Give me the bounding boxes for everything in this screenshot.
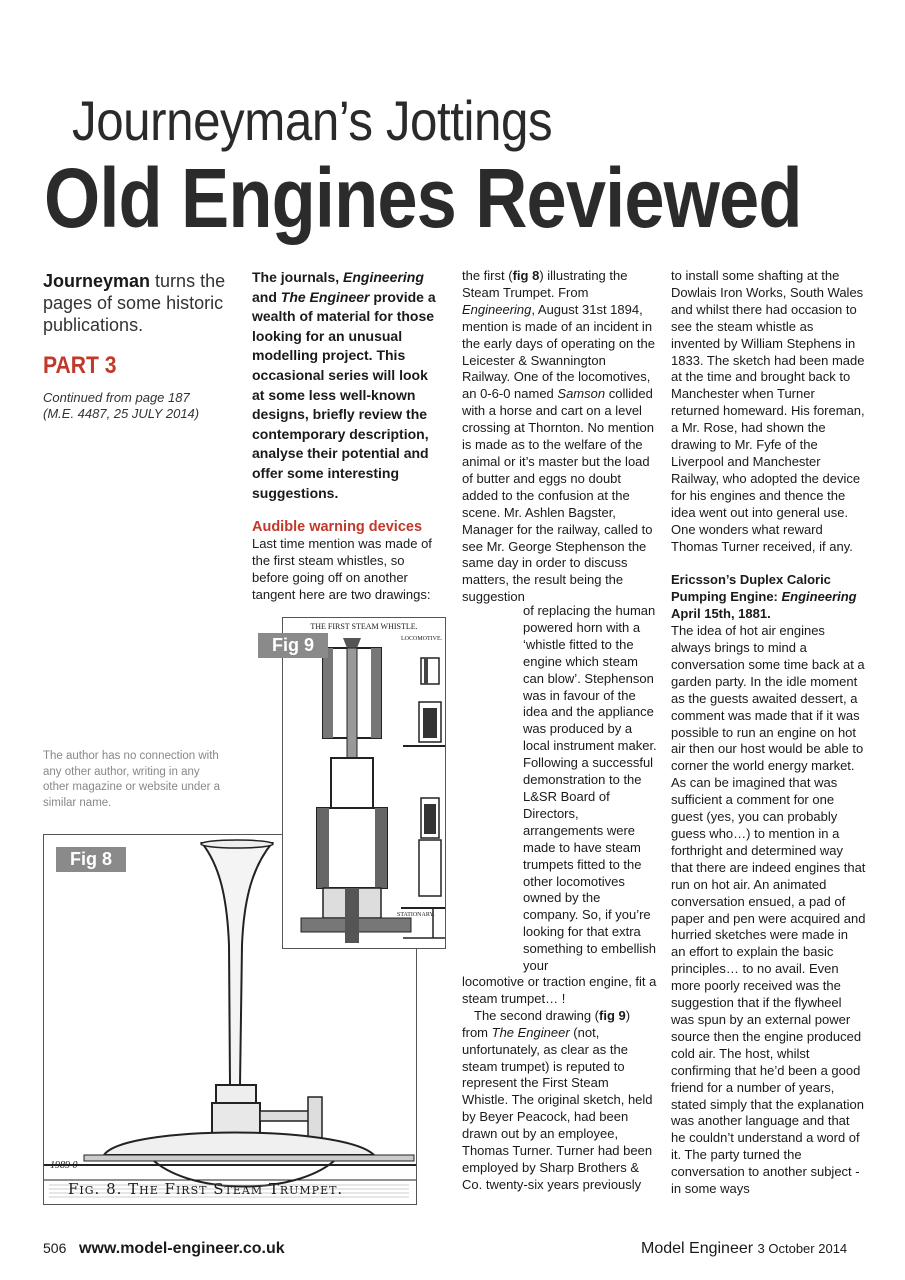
plate-number: 1989 0 (50, 1160, 78, 1171)
lead-journal-the-engineer: The Engineer (280, 288, 370, 305)
continued-line-1: Continued from page 187 (43, 390, 190, 405)
intro-byline (43, 270, 233, 336)
text: ) illustrating the Steam Trumpet. From (462, 268, 628, 300)
body-paragraph (462, 1008, 657, 1194)
locomotive-name: Samson (557, 386, 606, 402)
body-paragraph: locomotive or traction engine, fit a steam trumpet… ! (462, 974, 657, 1006)
text: Ericsson’s Duplex Caloric Pumping Engine: (671, 572, 831, 605)
lead-text: provide a wealth of material for those looking for an unusual modelling project. This occasional series will look at some less well-known designs, briefly review the contemporary description, analyse their potential and offer some interesting suggestions. (252, 288, 436, 501)
footer-page-number: 506 (43, 1240, 67, 1256)
page-title: Old Engines Reviewed (44, 151, 802, 245)
locomotive-label: LOCOMOTIVE. (401, 636, 443, 642)
body-column-2 (252, 519, 442, 604)
part-label: PART 3 (43, 352, 117, 379)
section-heading: Audible warning devices (252, 519, 423, 535)
figure-caption: Fig. 8. The First Steam Trumpet. (68, 1180, 344, 1198)
text: , August 31st 1894, mention is made of an incident in the early days of operating on the Leicester & Swannington Railway. One of the locomotives, an 0-6-0 named (462, 301, 655, 402)
lead-text: and (252, 288, 281, 305)
magazine-name: Model Engineer (641, 1240, 754, 1257)
body-paragraph: Last time mention was made of the first steam whistles, so before going off on another tangent here are two drawings: (252, 535, 432, 602)
figure-label: Fig 9 (258, 633, 328, 658)
text: April 15th, 1881. (671, 606, 771, 622)
stationary-label: STATIONARY. (397, 912, 435, 918)
text: (not, unfortunately, as clear as the steam trumpet) is reputed to represent the First Steam Whistle. The original sketch, held by Beyer Peacock, had been drawn out by an employee, Thomas Turner. Turner had been employed by Sharp Brothers & Co. twenty-six years previously (462, 1024, 653, 1192)
continued-note (43, 390, 243, 422)
author-name: Journeyman (43, 271, 151, 291)
text: the first ( (462, 268, 513, 283)
lead-text: The journals, (252, 269, 344, 285)
fig-ref: fig 8 (512, 268, 540, 283)
body-column-3-wrap (523, 603, 658, 975)
body-paragraph: of replacing the human powered horn with a ‘whistle fitted to the engine which steam can blow’. Stephenson was in favour of the idea and the appliance was produced by a local instrument maker. Following a successful demonstration to the L&SR Board of Directors, arrangements were made to have steam trumpets fitted to the other locomotives owned by the company. So, if you’re looking for that extra something to embellish your (523, 603, 657, 974)
issue-date: 3 October 2014 (757, 1241, 848, 1256)
footer-magazine (641, 1240, 847, 1258)
text: collided with a horse and cart on a level crossing at Thornton. No mention is made as to the welfare of the animal or it’s master but the load of butter and eggs no doubt added to the confusion at the scene. Mr. Ashlen Bagster, Manager for the railway, called to see Mr. George Stephenson the same day in order to discuss matters, the result being the suggestion (462, 386, 654, 605)
footer-url[interactable]: www.model-engineer.co.uk (79, 1240, 285, 1257)
continued-line-2: (M.E. 4487, 25 JULY 2014) (43, 406, 200, 421)
figure-title: THE FIRST STEAM WHISTLE. (310, 622, 418, 631)
journal-ref: The Engineer (491, 1024, 570, 1040)
intro-text: turns the pages of some historic publications. (43, 271, 226, 335)
lead-paragraph (252, 268, 442, 503)
section-heading-ericsson (671, 572, 866, 623)
author-disclaimer: The author has no connection with any other author, writing in any other magazine or website under a similar name. (43, 750, 221, 809)
journal-ref: Engineering (781, 589, 857, 605)
body-paragraph (462, 268, 657, 606)
lead-journal-engineering: Engineering (343, 269, 424, 285)
text: The second drawing ( (474, 1007, 600, 1023)
body-column-3-bottom (462, 974, 657, 1194)
body-paragraph: to install some shafting at the Dowlais Iron Works, South Wales and whilst there had occasion to see the steam whistle as invented by William Stephens in 1833. The sketch had been made at the time and brought back to Manchester when Turner returned homeward. His foreman, a Mr. Rose, had shown the drawing to Mr. Fyfe of the Liverpool and Manchester Railway, who adopted the device for his engines and thence the idea went out into general use. One wonders what reward Thomas Turner received, if any. (671, 268, 865, 554)
figure-9 (282, 617, 446, 949)
figure-label: Fig 8 (56, 847, 126, 872)
steam-whistle-illustration (283, 618, 445, 948)
body-column-4 (671, 268, 866, 1198)
journal-ref: Engineering (462, 301, 532, 317)
text: ) from (462, 1007, 631, 1040)
body-column-3-top (462, 268, 657, 606)
body-paragraph: The idea of hot air engines always brings to mind a conversation some time back at a garden party. In the idle moment as the guests awaited dessert, a comment was made that if it was possible to run an engine on hot air then our host would be able to corner the world energy market. As can be imagined that was sufficient a comment for one guest (yes, you can probably guess who…) to mention in a forthright and determined way that there are indeed engines that run on hot air. An animated conversation ensued, a pad of paper and pen were acquired and hurried sketches were made in an effort to explain the basic principles… to no avail. Even more poorly received was the suggestion that if the flywheel was spun by an external power source then the engine produced cold air. The host, whilst confirming that he’d been a good friend for a number of years, stated simply that the explanation was another language and that he couldn’t understand a word of it. The party turned the conversation to another subject - in some ways (671, 623, 866, 1197)
fig-ref: fig 9 (599, 1007, 626, 1023)
series-title: Journeyman’s Jottings (72, 89, 553, 152)
